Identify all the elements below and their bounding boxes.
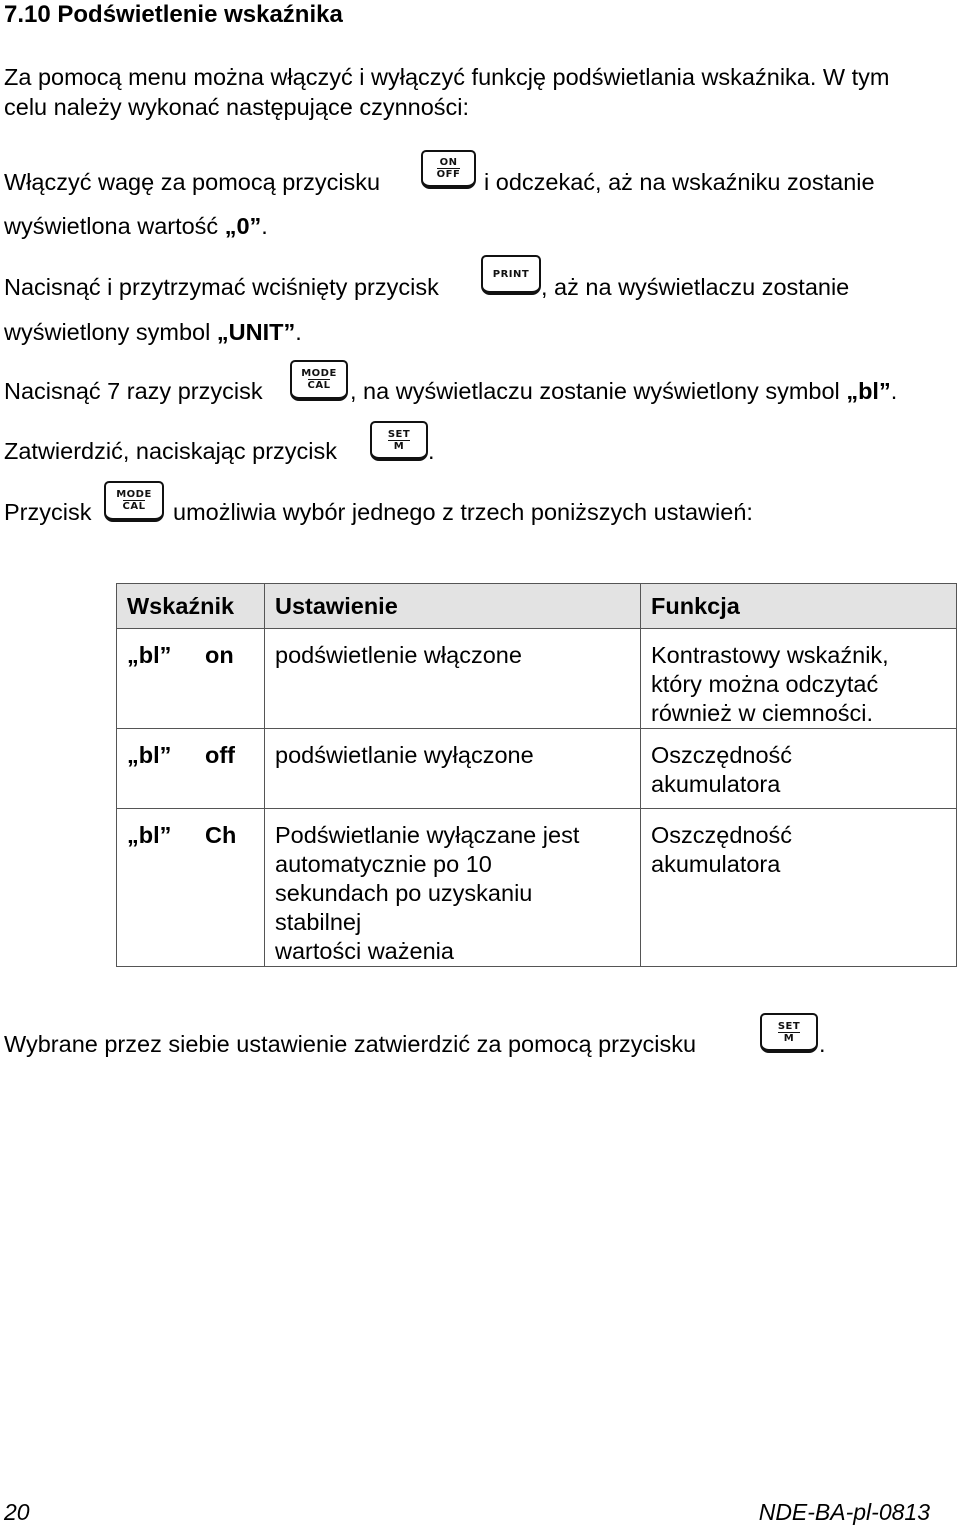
header-setting: Ustawienie xyxy=(265,584,641,629)
indicator-mode: Ch xyxy=(205,822,237,848)
step3-period: . xyxy=(890,378,898,404)
mode-cal-key2-top: MODE xyxy=(116,489,152,500)
header-indicator: Wskaźnik xyxy=(117,584,265,629)
function-line: Oszczędność xyxy=(651,742,793,768)
setting-cell xyxy=(265,629,641,729)
setting-line: wartości ważenia xyxy=(275,938,454,964)
step3-text-b: , na wyświetlaczu zostanie wyświetlony symbol xyxy=(350,378,840,404)
indicator-symbol: „bl” xyxy=(127,822,172,848)
function-line: Kontrastowy wskaźnik, xyxy=(651,642,889,668)
step1-text-b: i odczekać, aż na wskaźniku zostanie xyxy=(484,169,875,195)
on-off-key-bottom: OFF xyxy=(436,169,461,180)
step2-period: . xyxy=(295,319,302,345)
document-id: NDE-BA-pl-0813 xyxy=(758,1499,930,1525)
indicator-symbol: „bl” xyxy=(127,742,172,768)
step2-text-b: , aż na wyświetlaczu zostanie xyxy=(541,274,850,300)
setting-line: stabilnej xyxy=(275,909,362,935)
set-m-key-bottom: M xyxy=(393,440,405,452)
print-key-icon xyxy=(481,255,541,295)
step1-period: . xyxy=(261,213,268,239)
step1-text-a: Włączyć wagę za pomocą przycisku xyxy=(4,169,381,195)
function-line: również w ciemności. xyxy=(651,700,874,726)
set-m-key-icon xyxy=(370,421,428,461)
setting-cell xyxy=(265,729,641,809)
setting-line: sekundach po uzyskaniu xyxy=(275,880,533,906)
indicator-cell xyxy=(117,629,265,729)
step2-text-c: wyświetlony symbol xyxy=(4,319,211,345)
set-m-key-top: SET xyxy=(387,428,411,440)
function-cell xyxy=(641,809,957,967)
function-line: który można odczytać xyxy=(651,671,879,697)
step3-text-a: Nacisnąć 7 razy przycisk xyxy=(4,378,263,404)
print-key-label: PRINT xyxy=(492,268,530,280)
step2-value: „UNIT” xyxy=(216,319,296,345)
step2-line2 xyxy=(4,318,302,347)
step4-text-a: Zatwierdzić, naciskając przycisk xyxy=(4,438,338,464)
page-number: 20 xyxy=(4,1499,30,1525)
set-m-key-icon-2 xyxy=(760,1013,818,1053)
mode-cal-key2-bottom: CAL xyxy=(122,501,146,512)
setting-line: Podświetlanie wyłączane jest xyxy=(275,822,580,848)
function-cell xyxy=(641,729,957,809)
step1-value: „0” xyxy=(224,213,262,239)
intro-line-2: celu należy wykonać następujące czynności: xyxy=(4,94,470,120)
intro-line-1: Za pomocą menu można włączyć i wyłączyć funkcję podświetlania wskaźnika. W tym xyxy=(4,64,890,90)
function-line: akumulatora xyxy=(651,771,781,797)
step4-period: . xyxy=(428,438,435,464)
indicator-mode: off xyxy=(205,742,236,768)
on-off-key-top: ON xyxy=(439,157,458,168)
header-function: Funkcja xyxy=(641,584,957,629)
step5-text-a: Przycisk xyxy=(4,499,92,525)
table-header-row xyxy=(117,584,957,629)
step3-value: „bl” xyxy=(846,378,891,404)
indicator-mode: on xyxy=(205,642,234,668)
setting-line: podświetlanie wyłączone xyxy=(275,742,534,768)
step2-text-a: Nacisnąć i przytrzymać wciśnięty przycisk xyxy=(4,274,439,300)
table-row xyxy=(117,629,957,729)
step1-line2 xyxy=(4,212,268,241)
indicator-cell xyxy=(117,809,265,967)
table-row xyxy=(117,729,957,809)
set-m-key2-top: SET xyxy=(777,1020,801,1032)
step5-text-b: umożliwia wybór jednego z trzech poniższych ustawień: xyxy=(173,499,753,525)
step3-line-rest xyxy=(350,377,897,406)
final-text: Wybrane przez siebie ustawienie zatwierdzić za pomocą przycisku xyxy=(4,1031,697,1057)
section-title: 7.10 Podświetlenie wskaźnika xyxy=(4,1,343,28)
set-m-key2-bottom: M xyxy=(783,1032,795,1044)
function-line: akumulatora xyxy=(651,851,781,877)
indicator-symbol: „bl” xyxy=(127,642,172,668)
on-off-key-icon xyxy=(421,150,476,189)
step1-text-c: wyświetlona wartość xyxy=(4,213,219,239)
setting-line: podświetlenie włączone xyxy=(275,642,522,668)
setting-cell xyxy=(265,809,641,967)
indicator-cell xyxy=(117,729,265,809)
final-period: . xyxy=(819,1031,826,1057)
mode-cal-key-icon-2 xyxy=(104,481,164,522)
settings-table xyxy=(116,583,957,967)
mode-cal-key-bottom: CAL xyxy=(307,380,331,391)
mode-cal-key-icon xyxy=(290,360,348,401)
setting-line: automatycznie po 10 xyxy=(275,851,492,877)
function-cell xyxy=(641,629,957,729)
function-line: Oszczędność xyxy=(651,822,793,848)
table-row xyxy=(117,809,957,967)
mode-cal-key-top: MODE xyxy=(301,368,337,379)
